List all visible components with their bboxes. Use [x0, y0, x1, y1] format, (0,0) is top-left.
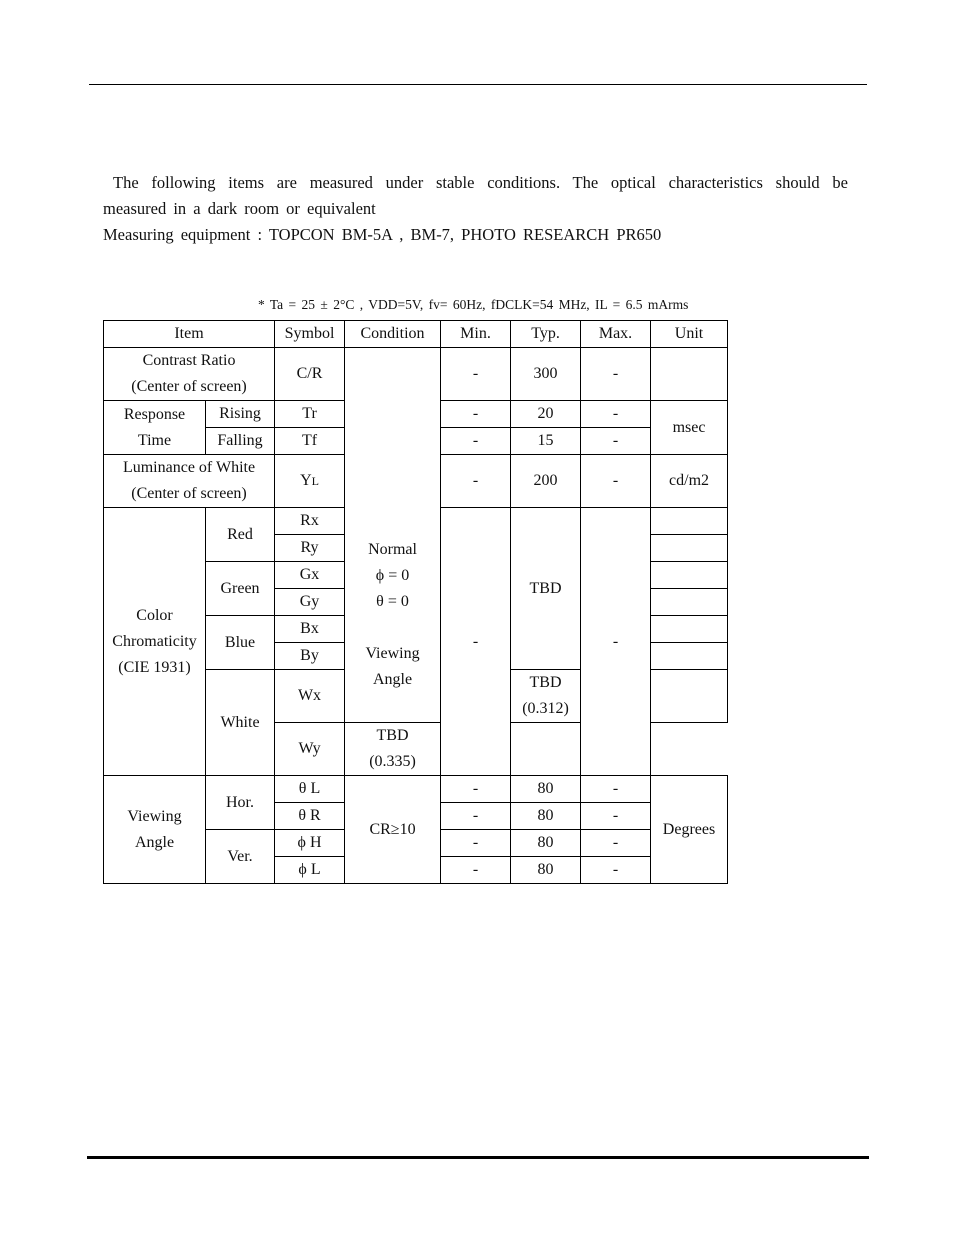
- theta-r-typ: 80: [511, 803, 581, 830]
- vertical-label: Ver.: [206, 830, 275, 884]
- normal-condition-viewing: Viewing: [365, 645, 420, 662]
- red-y-symbol: Ry: [275, 535, 345, 562]
- white-y-typ: [345, 723, 441, 776]
- white-label: White: [206, 670, 275, 776]
- rising-symbol: Tr: [275, 401, 345, 428]
- luminance-label: Luminance of White: [122, 459, 256, 476]
- phi-l-max: -: [581, 857, 651, 884]
- blue-y-symbol: By: [275, 643, 345, 670]
- blue-label: Blue: [206, 616, 275, 670]
- luminance-sublabel: (Center of screen): [131, 485, 247, 502]
- response-time-label-2: Time: [137, 431, 172, 449]
- table-header-row: [104, 321, 728, 348]
- normal-condition-angle: Angle: [372, 671, 413, 688]
- optical-characteristics-table: [103, 320, 728, 884]
- viewing-angle-label-2: Angle: [134, 833, 175, 851]
- response-time-label: Response: [123, 405, 186, 423]
- blue-x-unit: [651, 616, 728, 643]
- header-min: Min.: [441, 321, 511, 348]
- blue-x-symbol: Bx: [275, 616, 345, 643]
- luminance-typ: 200: [511, 455, 581, 508]
- contrast-ratio-sublabel: (Center of screen): [131, 378, 247, 395]
- contrast-ratio-unit: [651, 348, 728, 401]
- theta-l-max: -: [581, 776, 651, 803]
- viewing-angle-item: [104, 776, 206, 884]
- white-x-typ: [511, 670, 581, 723]
- phi-h-symbol: ϕ H: [275, 830, 345, 857]
- contrast-ratio-symbol: C/R: [275, 348, 345, 401]
- header-max: Max.: [581, 321, 651, 348]
- luminance-item: [104, 455, 275, 508]
- header-unit: Unit: [651, 321, 728, 348]
- red-y-unit: [651, 535, 728, 562]
- green-y-unit: [651, 589, 728, 616]
- falling-max: -: [581, 428, 651, 455]
- table-row: [104, 776, 728, 803]
- falling-min: -: [441, 428, 511, 455]
- chromaticity-label: Color: [136, 606, 173, 624]
- chromaticity-typ-rgb: TBD: [511, 508, 581, 670]
- horizontal-label: Hor.: [206, 776, 275, 830]
- green-x-unit: [651, 562, 728, 589]
- header-rule: [89, 84, 867, 85]
- phi-l-symbol: ϕ L: [275, 857, 345, 884]
- viewing-angle-unit: Degrees: [651, 776, 728, 884]
- header-typ: Typ.: [511, 321, 581, 348]
- red-x-unit: [651, 508, 728, 535]
- equipment-line: Measuring equipment : TOPCON BM-5A , BM-7, PHOTO RESEARCH PR650: [103, 225, 662, 244]
- rising-typ: 20: [511, 401, 581, 428]
- normal-condition-phi: ϕ = 0: [375, 567, 410, 584]
- normal-condition-theta: θ = 0: [376, 593, 409, 610]
- footer-rule: [87, 1156, 869, 1159]
- phi-h-min: -: [441, 830, 511, 857]
- phi-h-max: -: [581, 830, 651, 857]
- chromaticity-max: -: [581, 508, 651, 776]
- header-symbol: Symbol: [275, 321, 345, 348]
- normal-condition-cell: [345, 348, 441, 723]
- red-label: Red: [206, 508, 275, 562]
- contrast-ratio-min: -: [441, 348, 511, 401]
- green-label: Green: [206, 562, 275, 616]
- green-x-symbol: Gx: [275, 562, 345, 589]
- viewing-angle-condition: CR≥10: [345, 776, 441, 884]
- chromaticity-item: [104, 508, 206, 776]
- theta-r-min: -: [441, 803, 511, 830]
- white-x-typ-tbd: TBD: [529, 674, 562, 691]
- viewing-angle-label: Viewing: [127, 807, 182, 825]
- white-y-typ-tbd: TBD: [376, 727, 409, 744]
- response-time-unit: msec: [651, 401, 728, 455]
- header-condition: Condition: [345, 321, 441, 348]
- theta-l-min: -: [441, 776, 511, 803]
- phi-h-typ: 80: [511, 830, 581, 857]
- luminance-unit: cd/m2: [651, 455, 728, 508]
- green-y-symbol: Gy: [275, 589, 345, 616]
- normal-condition-line: Normal: [368, 541, 417, 558]
- white-x-symbol: Wx: [275, 670, 345, 723]
- red-x-symbol: Rx: [275, 508, 345, 535]
- blue-y-unit: [651, 643, 728, 670]
- white-y-unit: [511, 723, 581, 776]
- phi-l-min: -: [441, 857, 511, 884]
- rising-label: Rising: [206, 401, 275, 428]
- luminance-symbol-main: Y: [300, 472, 312, 489]
- luminance-symbol-sub: L: [311, 474, 319, 488]
- header-item: Item: [104, 321, 275, 348]
- falling-typ: 15: [511, 428, 581, 455]
- contrast-ratio-item: [104, 348, 275, 401]
- theta-r-max: -: [581, 803, 651, 830]
- chromaticity-min: -: [441, 508, 511, 776]
- measurement-conditions-note: * Ta = 25 ± 2°C , VDD=5V, fv= 60Hz, fDCLK=54 MHz, IL = 6.5 mArms: [258, 297, 689, 312]
- contrast-ratio-max: -: [581, 348, 651, 401]
- theta-r-symbol: θ R: [275, 803, 345, 830]
- rising-min: -: [441, 401, 511, 428]
- theta-l-typ: 80: [511, 776, 581, 803]
- chromaticity-label-2: Chromaticity: [112, 632, 197, 650]
- white-y-typ-value: (0.335): [369, 753, 416, 770]
- white-y-symbol: Wy: [275, 723, 345, 776]
- luminance-symbol: [275, 455, 345, 508]
- white-x-typ-value: (0.312): [522, 700, 569, 717]
- falling-label: Falling: [206, 428, 275, 455]
- intro-paragraph: The following items are measured under stable conditions. The optical characteristics should be measured in a dark room or equivalent: [103, 173, 848, 218]
- rising-max: -: [581, 401, 651, 428]
- phi-l-typ: 80: [511, 857, 581, 884]
- luminance-min: -: [441, 455, 511, 508]
- response-time-item: [104, 401, 206, 455]
- white-x-unit: [651, 670, 728, 723]
- falling-symbol: Tf: [275, 428, 345, 455]
- chromaticity-label-3: (CIE 1931): [118, 658, 191, 676]
- luminance-max: -: [581, 455, 651, 508]
- contrast-ratio-typ: 300: [511, 348, 581, 401]
- contrast-ratio-label: Contrast Ratio: [142, 352, 236, 369]
- theta-l-symbol: θ L: [275, 776, 345, 803]
